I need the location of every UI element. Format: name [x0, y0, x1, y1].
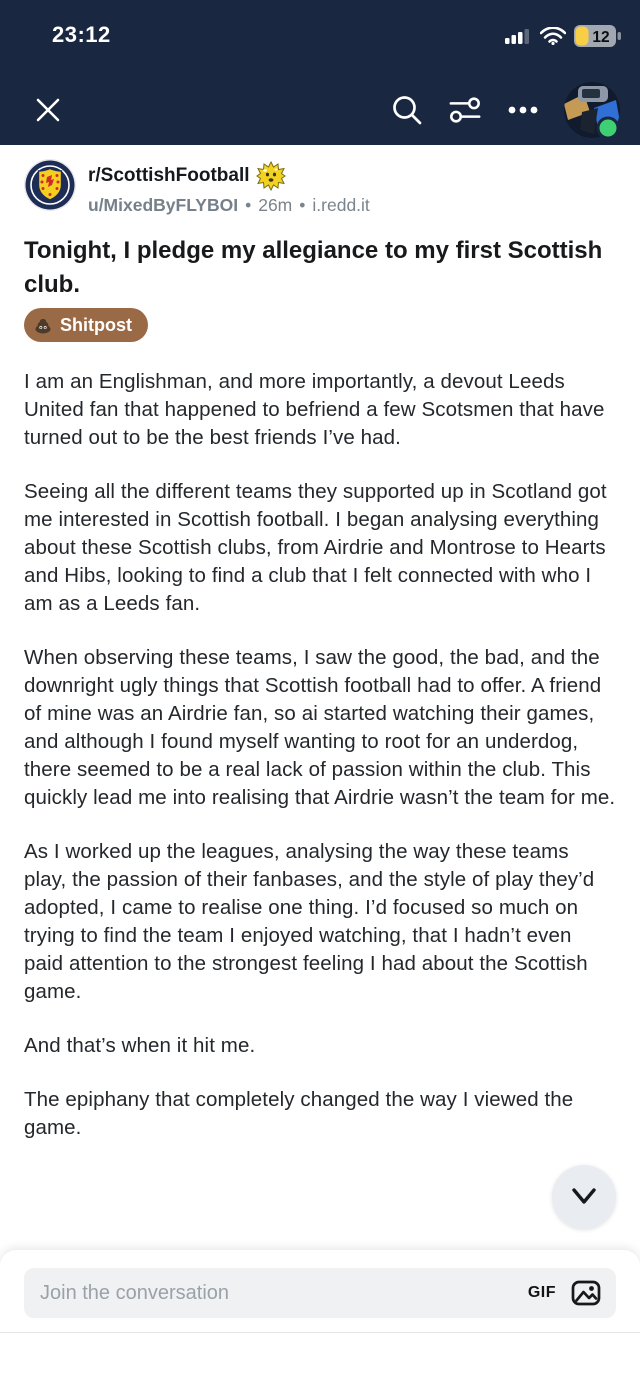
scroll-to-bottom-button[interactable]: [552, 1165, 616, 1229]
body-paragraph: When observing these teams, I saw the good, the bad, and the downright ugly things that Scottish football had to offer. A friend of mine was an Airdrie fan, so ai started watching their games, and although I found myself wanting to root for an underdog, there seemed to be a real lack of passion within the club. This quickly lead me into realising that Airdrie wasn’t the team for me.: [24, 646, 616, 809]
post-title: Tonight, I pledge my allegiance to my first Scottish club.: [24, 237, 603, 298]
online-status-dot: [598, 118, 618, 138]
body-paragraph: The epiphany that completely changed the way I viewed the game.: [24, 1088, 574, 1139]
body-paragraph: Seeing all the different teams they supported up in Scotland got me interested in Scottish football. I began analysing everything about these Scottish clubs, from Airdrie and Montrose to Hearts and Hibs, looking to find a club that I felt connected with who I am as a Leeds fan.: [24, 480, 607, 615]
nav-actions: [390, 82, 620, 138]
wifi-icon: [540, 27, 566, 45]
post-age: 26m: [258, 195, 293, 215]
meta-separator: •: [245, 195, 252, 215]
sort-filter-icon[interactable]: [448, 93, 482, 127]
meta-separator: •: [299, 195, 306, 215]
close-icon[interactable]: [34, 96, 62, 124]
status-time: 23:12: [52, 22, 111, 47]
body-paragraph: And that’s when it hit me.: [24, 1034, 256, 1057]
avatar[interactable]: [564, 82, 620, 138]
body-paragraph: I am an Englishman, and more importantly, a devout Leeds United fan that happened to befriend a few Scotsmen that have turned out to be the best friends I’ve had.: [24, 370, 605, 449]
search-icon[interactable]: [390, 93, 424, 127]
comment-composer-bar: [0, 1250, 640, 1385]
post-header: [24, 159, 616, 216]
community-name[interactable]: r/ScottishFootball: [88, 165, 250, 186]
comment-input-field[interactable]: [24, 1268, 616, 1318]
gif-button[interactable]: GIF: [527, 1284, 556, 1301]
top-navigation-bar: [0, 0, 640, 145]
status-icons: [505, 24, 622, 48]
subreddit-icon[interactable]: [24, 159, 76, 211]
post-meta: [88, 195, 370, 216]
overflow-menu-icon[interactable]: [506, 93, 540, 127]
chevron-down-icon: [569, 1186, 599, 1208]
post-body: [24, 368, 616, 1142]
image-attach-icon[interactable]: [570, 1277, 602, 1309]
anxious-sun-emoji-icon: [256, 161, 286, 191]
body-paragraph: As I worked up the leagues, analysing the way these teams play, the passion of their fanbases, and the style of play they’d adopted, I came to realise one thing. I’d focused so much on trying to find the team I enjoyed watching, that I hadn’t even paid attention to the strongest feeling I had about the Scottish game.: [24, 840, 595, 1003]
post-domain: i.redd.it: [312, 195, 370, 215]
flair-badge[interactable]: [24, 308, 148, 342]
flair-label: Shitpost: [60, 314, 132, 335]
poop-emoji-icon: [34, 316, 52, 334]
post-article: [0, 145, 640, 1142]
comment-input[interactable]: [40, 1282, 514, 1305]
composer-divider: [0, 1332, 640, 1333]
battery-percent-text: 12: [592, 29, 610, 46]
author-name[interactable]: u/MixedByFLYBOI: [88, 195, 239, 215]
cellular-signal-icon: [505, 27, 532, 45]
battery-icon: [574, 24, 622, 48]
post-names: [88, 159, 370, 216]
